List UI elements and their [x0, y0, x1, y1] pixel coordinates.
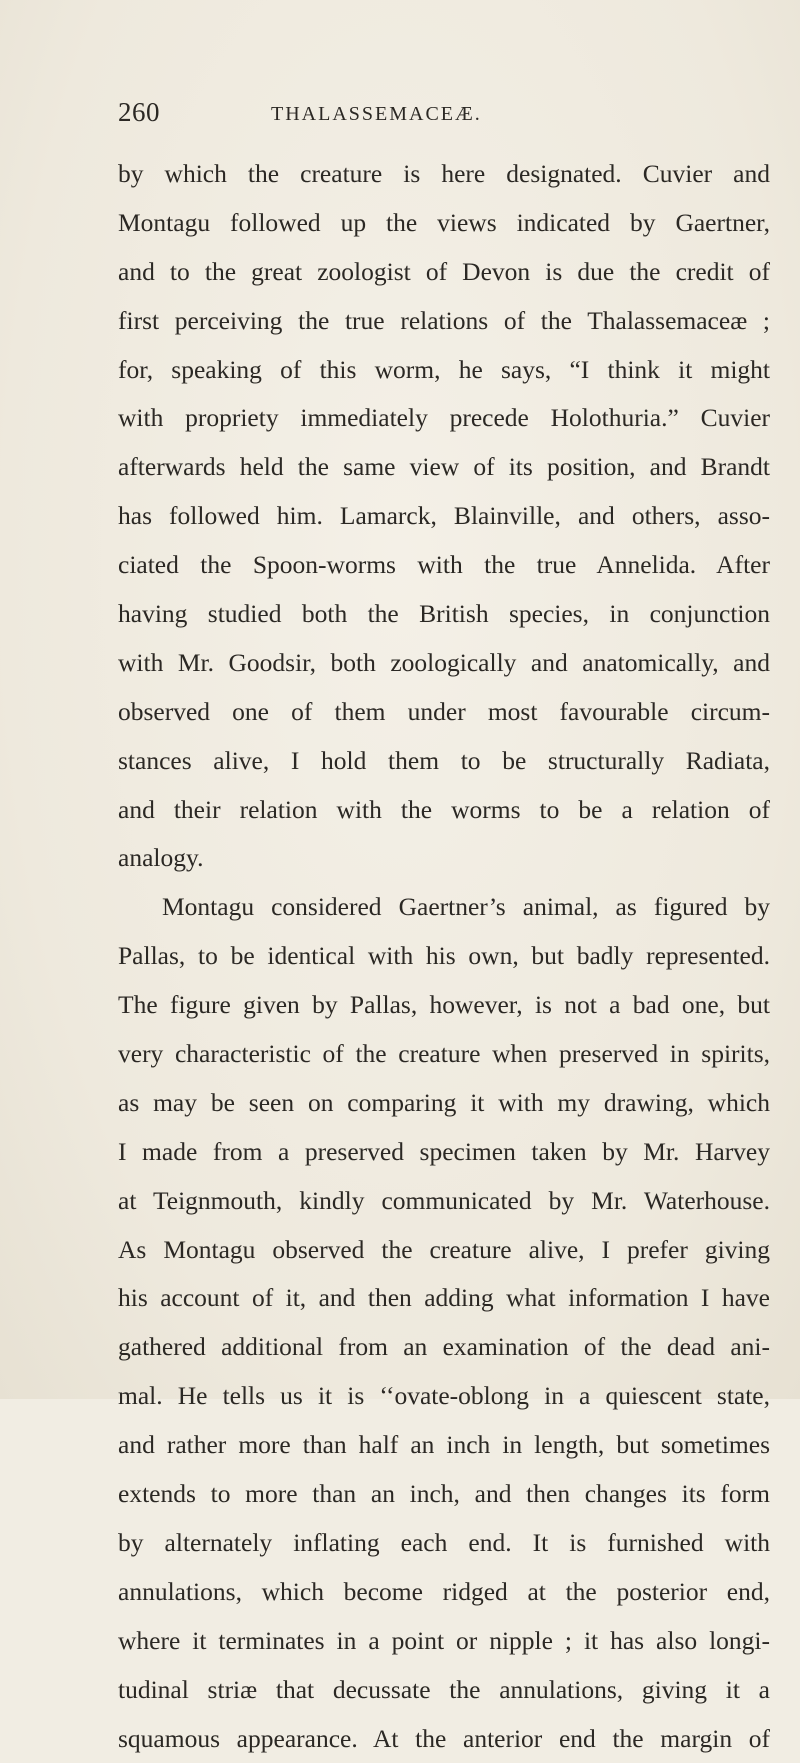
text-line: with Mr. Goodsir, both zoologically and anatomically, and	[118, 639, 770, 688]
text-line: tudinal striæ that decussate the annulations, giving it a	[118, 1666, 770, 1715]
text-line: afterwards held the same view of its position, and Brandt	[118, 443, 770, 492]
text-line: by which the creature is here designated. Cuvier and	[118, 150, 770, 199]
text-line: with propriety immediately precede Holothuria.” Cuvier	[118, 394, 770, 443]
text-line: and rather more than half an inch in length, but sometimes	[118, 1421, 770, 1470]
text-line: ciated the Spoon-worms with the true Annelida. After	[118, 541, 770, 590]
body-text	[118, 150, 770, 1763]
text-line: stances alive, I hold them to be structurally Radiata,	[118, 737, 770, 786]
text-line: and their relation with the worms to be a relation of	[118, 786, 770, 835]
text-line: has followed him. Lamarck, Blainville, and others, asso-	[118, 492, 770, 541]
text-line: Montagu followed up the views indicated by Gaertner,	[118, 199, 770, 248]
text-line: mal. He tells us it is ‘‘ovate-oblong in a quiescent state,	[118, 1372, 770, 1421]
text-line: gathered additional from an examination of the dead ani-	[118, 1323, 770, 1372]
text-line: and to the great zoologist of Devon is due the credit of	[118, 248, 770, 297]
text-line: as may be seen on comparing it with my drawing, which	[118, 1079, 770, 1128]
text-line: analogy.	[118, 834, 770, 883]
text-line: Pallas, to be identical with his own, but badly represented.	[118, 932, 770, 981]
running-head: THALASSEMACEÆ.	[271, 103, 482, 126]
text-line: As Montagu observed the creature alive, I prefer giving	[118, 1226, 770, 1275]
text-line: for, speaking of this worm, he says, “I think it might	[118, 346, 770, 395]
text-line: where it terminates in a point or nipple ; it has also longi-	[118, 1617, 770, 1666]
text-line: I made from a preserved specimen taken by Mr. Harvey	[118, 1128, 770, 1177]
text-line: Montagu considered Gaertner’s animal, as figured by	[118, 883, 770, 932]
page-header	[118, 97, 700, 137]
page-number: 260	[118, 97, 160, 128]
text-line: squamous appearance. At the anterior end the margin of	[118, 1715, 770, 1763]
text-line: his account of it, and then adding what information I have	[118, 1274, 770, 1323]
text-line: having studied both the British species, in conjunction	[118, 590, 770, 639]
text-line: observed one of them under most favourable circum-	[118, 688, 770, 737]
text-line: first perceiving the true relations of the Thalassemaceæ ;	[118, 297, 770, 346]
text-line: very characteristic of the creature when preserved in spirits,	[118, 1030, 770, 1079]
text-line: extends to more than an inch, and then changes its form	[118, 1470, 770, 1519]
text-line: annulations, which become ridged at the posterior end,	[118, 1568, 770, 1617]
text-line: by alternately inflating each end. It is furnished with	[118, 1519, 770, 1568]
text-line: The figure given by Pallas, however, is not a bad one, but	[118, 981, 770, 1030]
text-line: at Teignmouth, kindly communicated by Mr. Waterhouse.	[118, 1177, 770, 1226]
